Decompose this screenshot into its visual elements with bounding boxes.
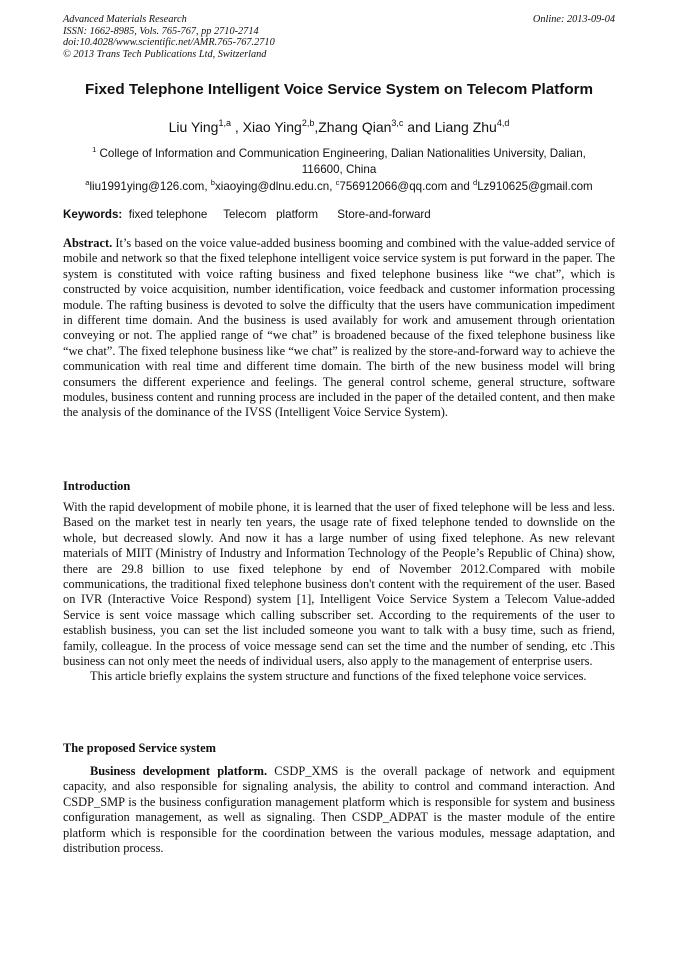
email-list xyxy=(40,179,638,195)
author-list xyxy=(40,118,638,136)
paragraph-text: CSDP_XMS is the overall package of network and equipment capacity, and also responsible for signaling analysis, the ability to control and command interaction. And CSDP_SMP is the business configuration management platform which is responsible for system and business configuration management, as well as signaling. Then CSDP_ADPAT is the master module of the entire platform which is responsible for the coordination between the various modules, message adaptation, and distribution process. xyxy=(63,764,615,856)
author-separator: and xyxy=(403,119,435,135)
email-sup: c xyxy=(335,178,340,187)
keywords-label: Keywords: xyxy=(63,208,123,221)
email-link[interactable]: Lz910625@gmail.com xyxy=(477,180,593,193)
paragraph xyxy=(63,764,615,856)
email-sup: b xyxy=(210,178,215,187)
keywords xyxy=(63,207,615,223)
keywords-text: fixed telephone Telecom platform Store-and-forward xyxy=(122,208,431,221)
section-heading-proposed: The proposed Service system xyxy=(63,741,216,755)
author-sup: 3,c xyxy=(391,118,404,128)
author-sup: 4,d xyxy=(496,118,510,128)
paragraph: This article briefly explains the system structure and functions of the fixed telephone voice services. xyxy=(90,669,587,684)
paper-title: Fixed Telephone Intelligent Voice Service System on Telecom Platform xyxy=(84,81,594,98)
author-separator: , xyxy=(314,119,319,135)
abstract-text: It’s based on the voice value-added business booming and combined with the value-added service of mobile and network so that the fixed telephone intelligent voice service system is put forward in the paper. The system is constituted with voice rafting business and fixed telephone business like “we chat”, which is constructed by voice acquisition, number identification, voice feedback and customer information processing module. The rafting business is devoted to solve the difficulty that the users have communication impediment in different time domain. And the business is used availably for work and amusement through orientation conveying or not. The applied range of “we chat” is broadened because of the fixed telephone business like “we chat”. The fixed telephone business like “we chat” is realized by the store-and-forward way to achieve the communication with real time and different time domain. The birth of the new business model will bring consumers the different experience and feelings. The general control scheme, general structure, software modules, business content and running process are included in the paper of the detailed content, and then make the analysis of the dominance of the IVSS (Intelligent Voice Service System). xyxy=(63,236,615,420)
issn-line: ISSN: 1662-8985, Vols. 765-767, pp 2710-2714 xyxy=(63,25,259,37)
affiliation-text: College of Information and Communication Engineering, Dalian Nationalities University, Dalian, 116600, China xyxy=(96,147,586,176)
author-sup: 2,b xyxy=(301,118,315,128)
section-heading-introduction: Introduction xyxy=(63,479,131,493)
affiliation-sup: 1 xyxy=(92,145,97,154)
email-sup: a xyxy=(85,178,90,187)
abstract-label: Abstract. xyxy=(63,236,113,250)
introduction-body xyxy=(63,500,615,685)
author-name: Zhang Qian xyxy=(318,119,392,135)
abstract xyxy=(63,236,615,421)
author-separator: , xyxy=(230,119,243,135)
author-name: Liang Zhu xyxy=(434,119,497,135)
online-date: Online: 2013-09-04 xyxy=(532,14,615,25)
proposed-body xyxy=(63,764,615,856)
email-link[interactable]: 756912066@qq.com and xyxy=(339,180,474,193)
journal-header xyxy=(63,14,615,60)
paragraph: With the rapid development of mobile phone, it is learned that the user of fixed telephone will be less and less. Based on the market test in nearly ten years, the usage rate of fixed telephone tended to downslide on the whole, but decreased slowly. And now it has a large number of using fixed telephone. As new relevant materials of MIIT (Ministry of Industry and Information Technology of the People’s Republic of China) show, there are 29.8 billion to use fixed telephone by end of November 2012.Compared with mobile communications, the traditional fixed telephone business don't content with the requirement of the user. Based on IVR (Interactive Voice Respond) system [1], Intelligent Voice Service System a Telecom Value-added Service is sent voice massage which calling subscriber set. According to the requirements of the user to establish business, you can set the list included someone you want to talk with a busy time, such as friend, family, colleague. In the process of voice message send can set the time and the number of sending, etc .This business can not only meet the needs of individual users, also apply to the management of enterprise users. xyxy=(63,500,615,669)
paragraph-lead: Business development platform. xyxy=(90,764,268,778)
email-link[interactable]: xiaoying@dlnu.edu.cn, xyxy=(214,180,336,193)
journal-name: Advanced Materials Research xyxy=(63,14,187,25)
email-link[interactable]: liu1991ying@126.com, xyxy=(89,180,211,193)
copyright-line: © 2013 Trans Tech Publications Ltd, Switzerland xyxy=(63,48,267,60)
affiliation xyxy=(74,146,604,178)
author-name: Liu Ying xyxy=(168,119,219,135)
doi-line[interactable]: doi:10.4028/www.scientific.net/AMR.765-767.2710 xyxy=(63,37,275,49)
author-name: Xiao Ying xyxy=(242,119,302,135)
email-sup: d xyxy=(473,178,478,187)
author-sup: 1,a xyxy=(218,118,231,128)
